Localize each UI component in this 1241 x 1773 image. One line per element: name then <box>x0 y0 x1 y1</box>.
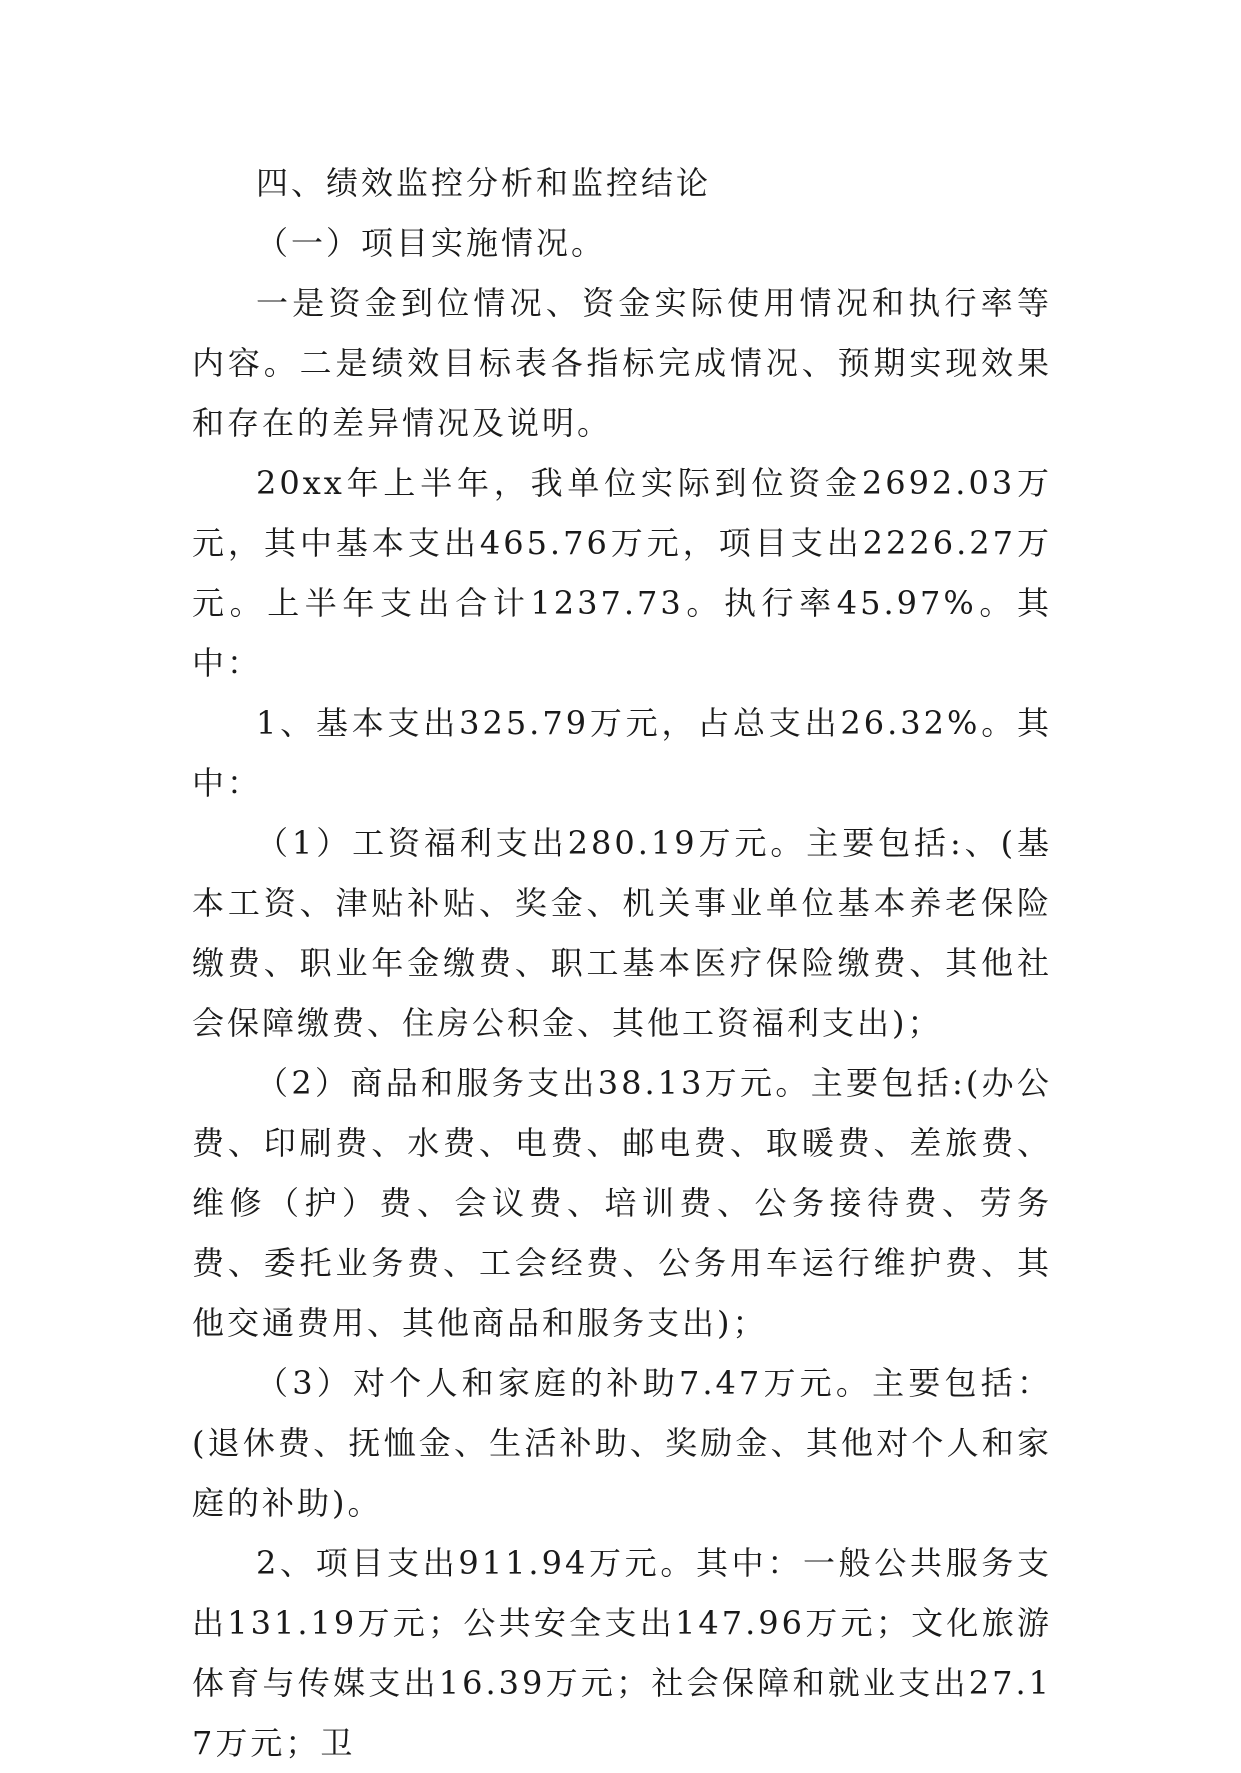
paragraph-goods-services: （2）商品和服务支出38.13万元。主要包括:(办公费、印刷费、水费、电费、邮电费、取暖费、差旅费、维修（护）费、会议费、培训费、公务接待费、劳务费、委托业务费、工会经费、公务用车运行维护费、其他交通费用、其他商品和服务支出)； <box>192 1064 1052 1342</box>
document-body <box>192 153 1052 1773</box>
paragraph-basic-expenditure: 1、基本支出325.79万元，占总支出26.32%。其中： <box>192 704 1052 802</box>
section-heading: 四、绩效监控分析和监控结论 <box>256 164 712 202</box>
paragraph-household-subsidy: （3）对个人和家庭的补助7.47万元。主要包括：(退休费、抚恤金、生活补助、奖励金、其他对个人和家庭的补助)。 <box>192 1364 1052 1522</box>
paragraph-funding-summary: 20xx年上半年，我单位实际到位资金2692.03万元，其中基本支出465.76万元，项目支出2226.27万元。上半年支出合计1237.73。执行率45.97%。其中： <box>192 464 1052 682</box>
paragraph-wage-welfare: （1）工资福利支出280.19万元。主要包括:、(基本工资、津贴补贴、奖金、机关事业单位基本养老保险缴费、职业年金缴费、职工基本医疗保险缴费、其他社会保障缴费、住房公积金、其他工资福利支出)； <box>192 824 1052 1042</box>
paragraph-project-expenditure: 2、项目支出911.94万元。其中：一般公共服务支出131.19万元；公共安全支出147.96万元；文化旅游体育与传媒支出16.39万元；社会保障和就业支出27.17万元；卫 <box>192 1544 1052 1762</box>
subsection-heading: （一）项目实施情况。 <box>256 224 607 262</box>
paragraph-content-scope: 一是资金到位情况、资金实际使用情况和执行率等内容。二是绩效目标表各指标完成情况、预期实现效果和存在的差异情况及说明。 <box>192 284 1052 442</box>
